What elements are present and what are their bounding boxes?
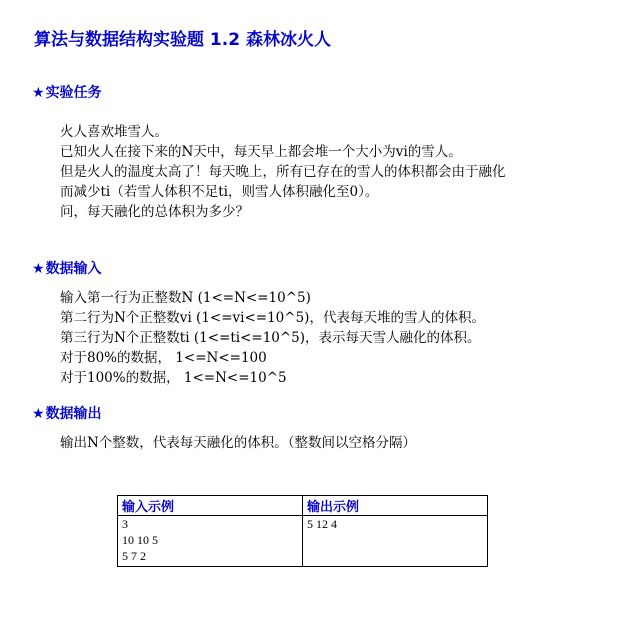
input-line: 对于80%的数据， 1<=N<=100 <box>60 350 267 366</box>
task-line: 问，每天融化的总体积为多少？ <box>60 204 249 220</box>
sample-input-line: 10 10 5 <box>122 533 158 547</box>
section-heading-label: 实验任务 <box>45 85 102 101</box>
sample-input-header: 输入示例 <box>118 496 303 516</box>
section-heading-input <box>32 258 102 278</box>
task-line: 已知火人在接下来的N天中，每天早上都会堆一个大小为vi的雪人。 <box>60 144 462 160</box>
input-line: 第二行为N个正整数vi (1<=vi<=10^5)，代表每天堆的雪人的体积。 <box>60 310 485 326</box>
task-line: 但是火人的温度太高了！每天晚上，所有已存在的雪人的体积都会由于融化 <box>60 164 506 180</box>
star-icon: ★ <box>32 261 45 277</box>
sample-input-line: 5 7 2 <box>122 549 146 563</box>
sample-table-header-row <box>118 496 488 516</box>
sample-output-line: 5 12 4 <box>307 517 337 531</box>
sample-input-cell <box>118 516 303 567</box>
input-line: 第三行为N个正整数ti (1<=ti<=10^5)，表示每天雪人融化的体积。 <box>60 330 481 346</box>
sample-table <box>117 495 488 567</box>
output-line: 输出N个整数，代表每天融化的体积。（整数间以空格分隔） <box>60 435 417 451</box>
section-heading-task <box>32 82 102 102</box>
sample-output-header: 输出示例 <box>303 496 488 516</box>
task-description <box>60 122 620 222</box>
task-line: 而减少ti（若雪人体积不足ti，则雪人体积融化至0）。 <box>60 184 379 200</box>
input-line: 对于100%的数据， 1<=N<=10^5 <box>60 370 287 386</box>
section-heading-output <box>32 403 102 423</box>
task-line: 火人喜欢堆雪人。 <box>60 124 168 140</box>
section-heading-label: 数据输出 <box>45 406 102 422</box>
input-description <box>60 288 620 388</box>
sample-table-row <box>118 516 488 567</box>
star-icon: ★ <box>32 85 45 101</box>
sample-input-line: 3 <box>122 517 128 531</box>
input-line: 输入第一行为正整数N (1<=N<=10^5) <box>60 290 311 306</box>
page-title: 算法与数据结构实验题 1.2 森林冰火人 <box>34 30 331 50</box>
output-description <box>60 433 620 453</box>
sample-output-cell <box>303 516 488 567</box>
section-heading-label: 数据输入 <box>45 261 102 277</box>
star-icon: ★ <box>32 406 45 422</box>
